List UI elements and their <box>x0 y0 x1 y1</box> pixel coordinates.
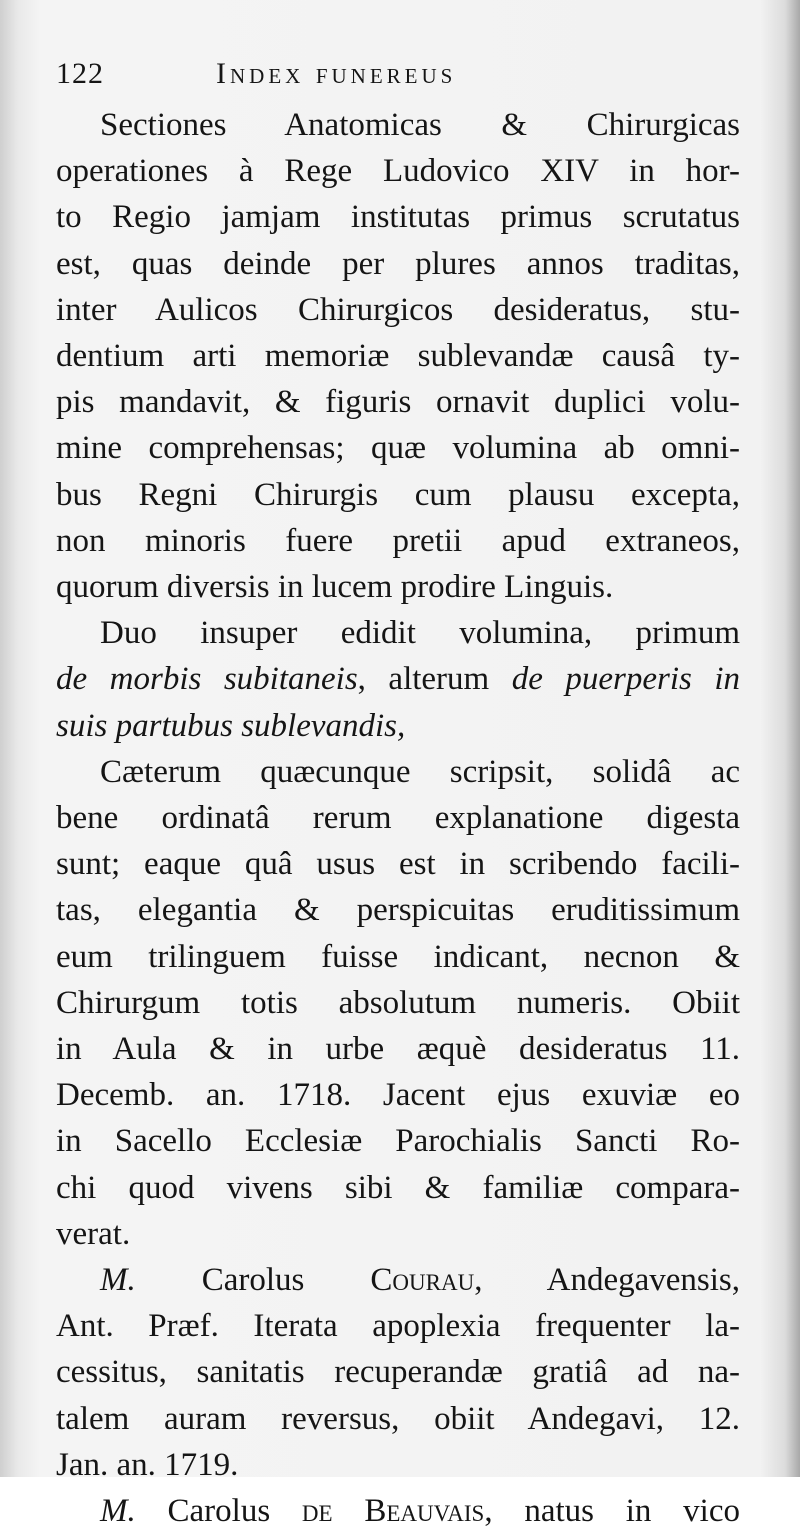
text-segment: , natus in vico <box>484 1493 740 1529</box>
text-line: Decemb. an. 1718. Jacent ejus exuviæ eo <box>56 1077 740 1114</box>
entry-heading-line <box>100 1256 740 1304</box>
text-line: inter Aulicos Chirurgicos desideratus, stu- <box>56 291 740 328</box>
text-line: in Sacello Ecclesiæ Parochialis Sancti Ro- <box>56 1123 740 1160</box>
text-line: pis mandavit, & figuris ornavit duplici volu- <box>56 384 740 421</box>
text-line: cessitus, sanitatis recuperandæ gratiâ ad na- <box>56 1354 740 1391</box>
text-line: eum trilinguem fuisse indicant, necnon & <box>56 938 740 975</box>
text-line: to Regio jamjam institutas primus scrutatus <box>56 199 740 236</box>
text-line: talem auram reversus, obiit Andegavi, 12. <box>56 1400 740 1437</box>
text-line: Cæterum quæcunque scripsit, solidâ ac <box>100 753 740 790</box>
italic-phrase: de puerperis in <box>511 661 740 698</box>
text-line: Ant. Præf. Iterata apoplexia frequenter la- <box>56 1308 740 1345</box>
entry-heading-line <box>100 1487 740 1535</box>
text-line: non minoris fuere pretii apud extraneos, <box>56 522 740 559</box>
text-line: suis partubus sublevandis, <box>56 707 406 744</box>
page-number: 122 <box>56 57 104 90</box>
text-line: est, quas deinde per plures annos traditas, <box>56 245 740 282</box>
text-line: Chirurgum totis absolutum numeris. Obiit <box>56 984 740 1021</box>
text-line: Jan. an. 1719. <box>56 1446 239 1483</box>
text-segment: , alterum <box>357 661 512 698</box>
italic-phrase: M. <box>100 1493 136 1529</box>
text-segment: Carolus <box>135 1262 371 1298</box>
text-line: chi quod vivens sibi & familiæ compara- <box>56 1169 740 1206</box>
text-segment: , Andegavensis, <box>474 1262 740 1298</box>
text-line: Duo insuper edidit volumina, primum <box>100 615 740 652</box>
text-line: Sectiones Anatomicas & Chirurgicas <box>100 107 740 143</box>
text-line <box>56 655 740 703</box>
text-line: tas, elegantia & perspicuitas eruditissimum <box>56 892 740 929</box>
page-header <box>56 52 656 96</box>
text-line: in Aula & in urbe æquè desideratus 11. <box>56 1031 740 1067</box>
text-line: quorum diversis in lucem prodire Linguis. <box>56 569 614 605</box>
italic-phrase: de morbis subitaneis <box>56 661 358 698</box>
text-segment: Carolus <box>135 1493 302 1529</box>
running-title: Index funereus <box>216 57 457 90</box>
text-line: bene ordinatâ rerum explanatione digesta <box>56 800 740 836</box>
text-line: dentium arti memoriæ sublevandæ causâ ty- <box>56 338 740 374</box>
text-line: sunt; eaque quâ usus est in scribendo facili- <box>56 846 740 883</box>
text-line: bus Regni Chirurgis cum plausu excepta, <box>56 476 740 513</box>
surname: Courau <box>370 1262 475 1298</box>
text-line: mine comprehensas; quæ volumina ab omni- <box>56 430 740 467</box>
surname: de Beauvais <box>301 1493 485 1529</box>
italic-phrase: M. <box>100 1262 136 1298</box>
text-line: operationes à Rege Ludovico XIV in hor- <box>56 153 740 190</box>
text-line: verat. <box>56 1215 131 1252</box>
